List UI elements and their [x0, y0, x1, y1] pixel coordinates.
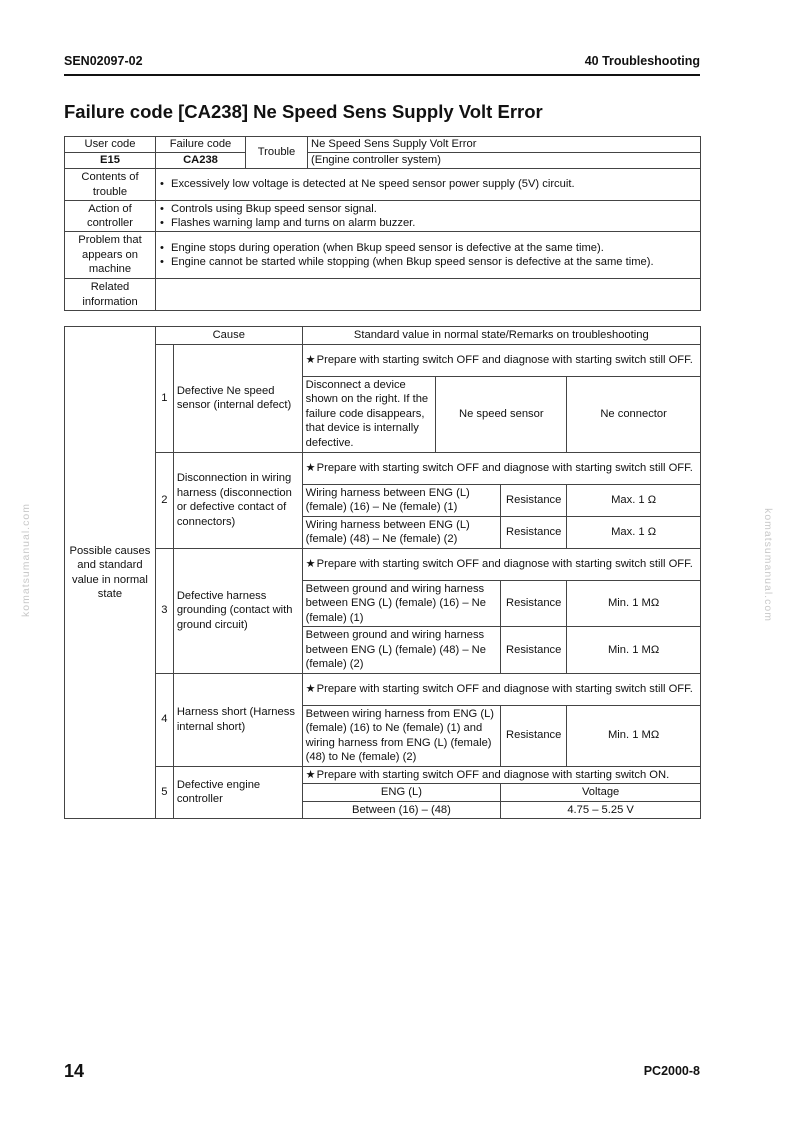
failure-code-label: Failure code: [156, 137, 246, 153]
check-item: Resistance: [501, 705, 567, 766]
check-value: Min. 1 MΩ: [567, 627, 701, 674]
prep-note-text: Prepare with starting switch OFF and diagnose with starting switch still OFF.: [316, 682, 693, 695]
failure-code-value: CA238: [156, 153, 246, 169]
check-item: Resistance: [501, 627, 567, 674]
prep-note: [302, 344, 700, 376]
contents-text: Excessively low voltage is detected at Ne speed sensor power supply (5V) circuit.: [171, 178, 575, 191]
page-title: Failure code [CA238] Ne Speed Sens Supply Volt Error: [64, 101, 543, 122]
user-code-label: User code: [65, 137, 156, 153]
prep-note-text: Prepare with starting switch OFF and diagnose with starting switch still OFF.: [316, 461, 693, 474]
cause-description: Defective engine controller: [173, 766, 302, 819]
star-icon: ★: [305, 682, 316, 695]
star-icon: ★: [305, 557, 316, 570]
doc-code: SEN02097-02: [64, 54, 143, 68]
problem-text-2: Engine cannot be started while stopping (when Bkup speed sensor is defective at the same time).: [171, 256, 654, 268]
cause-number: 5: [155, 766, 173, 819]
failure-info-table: [64, 136, 701, 311]
cause-description: Disconnection in wiring harness (disconnection or defective contact of connectors): [173, 452, 302, 548]
page-number: 14: [64, 1061, 85, 1081]
cause-number: 2: [155, 452, 173, 548]
check-value: Min. 1 MΩ: [567, 580, 701, 627]
check-description: Between ground and wiring harness between ENG (L) (female) (16) – Ne (female) (1): [302, 580, 501, 627]
causes-left-text: Possible causes and standard value in normal state: [69, 544, 151, 600]
action-text-1: Controls using Bkup speed sensor signal.: [171, 202, 377, 215]
check-value: Min. 1 MΩ: [567, 705, 701, 766]
voltage-column-header: Voltage: [501, 784, 701, 802]
watermark-left: komatsumanual.com: [20, 503, 32, 617]
machine-model: PC2000-8: [643, 1064, 700, 1078]
prep-note-text: Prepare with starting switch OFF and diagnose with starting switch still OFF.: [316, 353, 693, 366]
watermark-right: komatsumanual.com: [762, 508, 774, 622]
contents-label: Contents of trouble: [65, 169, 156, 201]
contents-cell: • Excessively low voltage is detected at Ne speed sensor power supply (5V) circuit.: [156, 169, 701, 201]
cause-description: Harness short (Harness internal short): [173, 673, 302, 766]
user-code-value: E15: [65, 153, 156, 169]
disconnect-instruction: Disconnect a device shown on the right. If the failure code disappears, that device is internally defective.: [302, 376, 436, 452]
header-rule: [64, 74, 700, 76]
star-icon: ★: [305, 353, 316, 366]
prep-note-text: Prepare with starting switch OFF and diagnose with starting switch still OFF.: [316, 557, 693, 570]
prep-note: [302, 452, 700, 484]
prep-note: [302, 548, 700, 580]
trouble-label: Trouble: [246, 137, 308, 169]
check-item: Resistance: [501, 516, 567, 548]
cause-description: Defective Ne speed sensor (internal defect): [173, 344, 302, 452]
trouble-system: (Engine controller system): [308, 153, 701, 169]
check-value: Max. 1 Ω: [567, 516, 701, 548]
cause-header: Cause: [155, 327, 302, 345]
check-description: Between wiring harness from ENG (L) (female) (16) to Ne (female) (1) and wiring harness from ENG (L) (female) (48) to Ne (female) (2): [302, 705, 501, 766]
action-text-2: Flashes warning lamp and turns on alarm buzzer.: [171, 217, 416, 229]
cause-number: 1: [155, 344, 173, 452]
action-cell: • Controls using Bkup speed sensor signal. • Flashes warning lamp and turns on alarm buzzer.: [156, 201, 701, 232]
cause-table: [64, 326, 701, 819]
check-value: Max. 1 Ω: [567, 484, 701, 516]
check-description: Wiring harness between ENG (L) (female) (16) – Ne (female) (1): [302, 484, 501, 516]
star-icon: ★: [305, 768, 316, 781]
device-name: Ne speed sensor: [436, 376, 567, 452]
related-label: Related information: [65, 279, 156, 311]
cause-number: 3: [155, 548, 173, 673]
measure-points: Between (16) – (48): [302, 801, 501, 819]
check-description: Wiring harness between ENG (L) (female) (48) – Ne (female) (2): [302, 516, 501, 548]
prep-note: [302, 673, 700, 705]
problem-text-1: Engine stops during operation (when Bkup speed sensor is defective at the same time).: [171, 241, 604, 254]
action-label: Action of controller: [65, 201, 156, 232]
problem-label: Problem that appears on machine: [65, 232, 156, 279]
cause-number: 4: [155, 673, 173, 766]
connector-name: Ne connector: [567, 376, 701, 452]
voltage-value: 4.75 – 5.25 V: [501, 801, 701, 819]
standard-header: Standard value in normal state/Remarks on troubleshooting: [302, 327, 700, 345]
causes-left-label: [65, 327, 156, 819]
check-item: Resistance: [501, 484, 567, 516]
prep-note-text: Prepare with starting switch OFF and diagnose with starting switch ON.: [316, 768, 670, 781]
connector-column-header: ENG (L): [302, 784, 501, 802]
problem-cell: • Engine stops during operation (when Bkup speed sensor is defective at the same time). • Engine cannot be started while stopping (when Bkup speed sensor is defective at the same time).: [156, 232, 701, 279]
star-icon: ★: [305, 461, 316, 474]
related-text: [156, 279, 701, 311]
section-title: 40 Troubleshooting: [584, 54, 700, 68]
prep-note: [302, 766, 700, 784]
cause-description: Defective harness grounding (contact with ground circuit): [173, 548, 302, 673]
check-description: Between ground and wiring harness between ENG (L) (female) (48) – Ne (female) (2): [302, 627, 501, 674]
trouble-name: Ne Speed Sens Supply Volt Error: [308, 137, 701, 153]
check-item: Resistance: [501, 580, 567, 627]
